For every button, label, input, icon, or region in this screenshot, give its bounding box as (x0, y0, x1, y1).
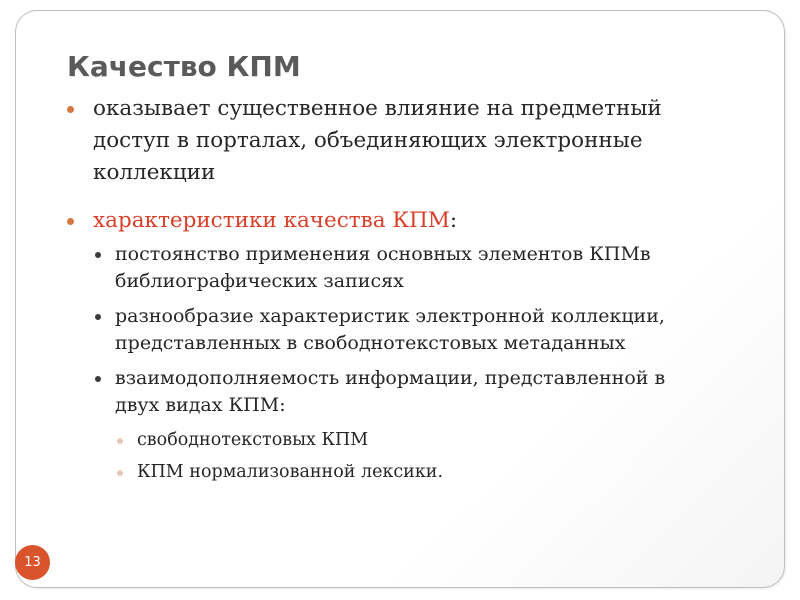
slide-content (67, 93, 767, 491)
page-number-badge: 13 (15, 545, 50, 580)
sub-bullet-dot-icon (95, 314, 101, 320)
sub-bullet-dot-icon (95, 376, 101, 382)
bullet-text-line: коллекции (93, 160, 216, 185)
sub-bullet-text-line: представленных в свободнотекстовых метаданных (115, 332, 626, 354)
sub-bullet-dot-icon (95, 252, 101, 258)
sub-bullet-consistency (93, 241, 767, 295)
sub-bullet-text-line: разнообразие характеристик электронной коллекции, (115, 305, 665, 327)
bullet-quality-characteristics (67, 205, 767, 237)
sub-bullet-complementarity (93, 365, 767, 419)
sub-bullet-text-line: постоянство применения основных элементов КПМв (115, 243, 651, 265)
bullet-text-line: доступ в порталах, объединяющих электронные (93, 128, 643, 153)
sub-bullet-text-line: взаимодополняемость информации, представленной в (115, 367, 666, 389)
sub-sub-bullet-dot-icon (117, 438, 123, 444)
bullet-dot-icon (67, 106, 74, 113)
heading-colon: : (449, 208, 458, 233)
bullet-dot-icon (67, 218, 74, 225)
sub-bullet-diversity (93, 303, 767, 357)
bullet-influence (67, 93, 767, 189)
bullet-text-line: оказывает существенное влияние на предметный (93, 96, 662, 121)
sub-bullet-text-line: двух видах КПМ: (115, 394, 286, 416)
sub-sub-bullet-text: свободнотекстовых КПМ (137, 430, 369, 450)
slide-title: Качество КПМ (67, 50, 301, 83)
sub-sub-bullet-freetext (115, 427, 767, 454)
sub-sub-bullet-text: КПМ нормализованной лексики. (137, 462, 444, 482)
sub-sub-bullet-normalized (115, 459, 767, 486)
sub-sub-bullet-dot-icon (117, 470, 123, 476)
highlighted-heading: характеристики качества КПМ (93, 208, 450, 233)
sub-bullet-text-line: библиографических записях (115, 270, 404, 292)
